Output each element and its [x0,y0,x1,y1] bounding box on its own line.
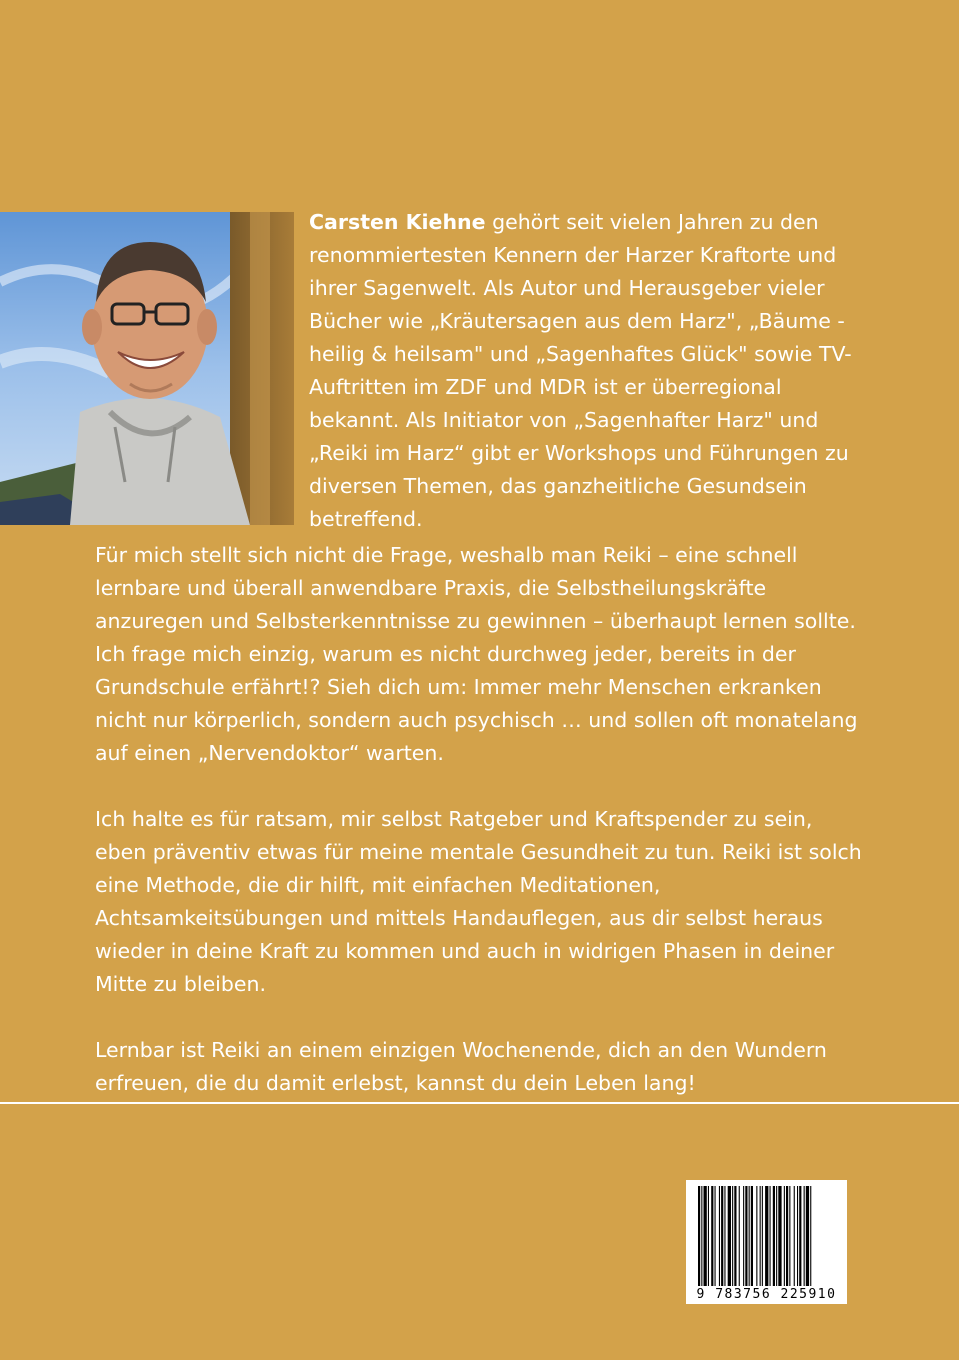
barcode-bar [708,1186,709,1286]
barcode-bar [794,1186,795,1286]
barcode-bar [739,1186,740,1286]
isbn-barcode [686,1180,847,1304]
barcode-bar [760,1186,761,1286]
isbn-number: 9 783756 225910 [696,1287,837,1302]
barcode-bar [721,1186,723,1286]
barcode-bar [810,1186,811,1286]
author-bio-text: gehört seit vielen Jahren zu den renommiertesten Kennern der Harzer Kraftorte und ihrer Sagenwelt. Als Autor und Herausgeber vieler Bücher wie „Kräutersagen aus dem Harz", „Bäume - heilig & heilsam" und „Sagenhaftes Glück" sowie TV- Auftritten im ZDF und MDR ist er überregional bekannt. Als Initiator von „Sagenhafter Harz" und „Reiki im Harz“ gibt er Workshops und Führungen zu diversen Themen, das ganzheitliche Gesundsein betreffend. [309,210,852,531]
barcode-bar [799,1186,801,1286]
barcode-bar [734,1186,736,1286]
horizontal-divider [0,1102,959,1104]
barcode-bar [776,1186,777,1286]
barcode-bar [743,1186,744,1286]
barcode-bar [698,1186,700,1286]
barcode-bar [719,1186,720,1286]
barcode-bar [751,1186,753,1286]
paragraph-reiki-weekend: Lernbar ist Reiki an einem einzigen Wochenende, dich an den Wundern erfreuen, die du damit erlebst, kannst du dein Leben lang! [95,1038,827,1095]
author-bio [309,206,854,536]
author-photo [0,212,294,525]
barcode-bar [715,1186,716,1286]
barcode-bar [804,1186,805,1286]
paragraph-reiki-question: Für mich stellt sich nicht die Frage, weshalb man Reiki – eine schnell lernbare und überall anwendbare Praxis, die Selbstheilungskräfte anzuregen und Selbsterkenntnisse zu gewinnen – überhaupt lernen sollte. Ich frage mich einzig, warum es nicht durchweg jeder, bereits in der Grundschule erfährt!? Sieh dich um: Immer mehr Menschen erkranken nicht nur körperlich, sondern auch psychisch … und sollen oft monatelang auf einen „Nervendoktor“ warten. [95,543,858,765]
barcode-bar [762,1186,763,1286]
barcode-bar [732,1186,733,1286]
barcode-bar [765,1186,768,1286]
barcode-bar [806,1186,809,1286]
author-portrait-illustration [0,212,294,525]
barcode-bar [789,1186,790,1286]
barcode-bar [770,1186,771,1286]
barcode-bar [778,1186,781,1286]
barcode-bar [756,1186,757,1286]
paragraph-reiki-method: Ich halte es für ratsam, mir selbst Ratgeber und Kraftspender zu sein, eben präventiv etwas für meine mentale Gesundheit zu tun. Reiki ist solch eine Methode, die dir hilft, mit einfachen Meditationen, Achtsamkeitsübungen und mittels Handauflegen, aus dir selbst heraus wieder in deine Kraft zu kommen und auch in widrigen Phasen in deiner Mitte zu bleiben. [95,807,862,996]
barcode-bar [786,1186,788,1286]
barcode-bar [784,1186,785,1286]
barcode-bar [724,1186,725,1286]
barcode-bar [704,1186,707,1286]
barcode-bar [797,1186,798,1286]
barcode-bar [701,1186,702,1286]
barcode-bar [728,1186,731,1286]
barcode-bar [745,1186,747,1286]
author-name: Carsten Kiehne [309,210,486,234]
barcode-bars [686,1180,847,1288]
barcode-bar [711,1186,713,1286]
barcode-bar [749,1186,750,1286]
barcode-bar [773,1186,775,1286]
